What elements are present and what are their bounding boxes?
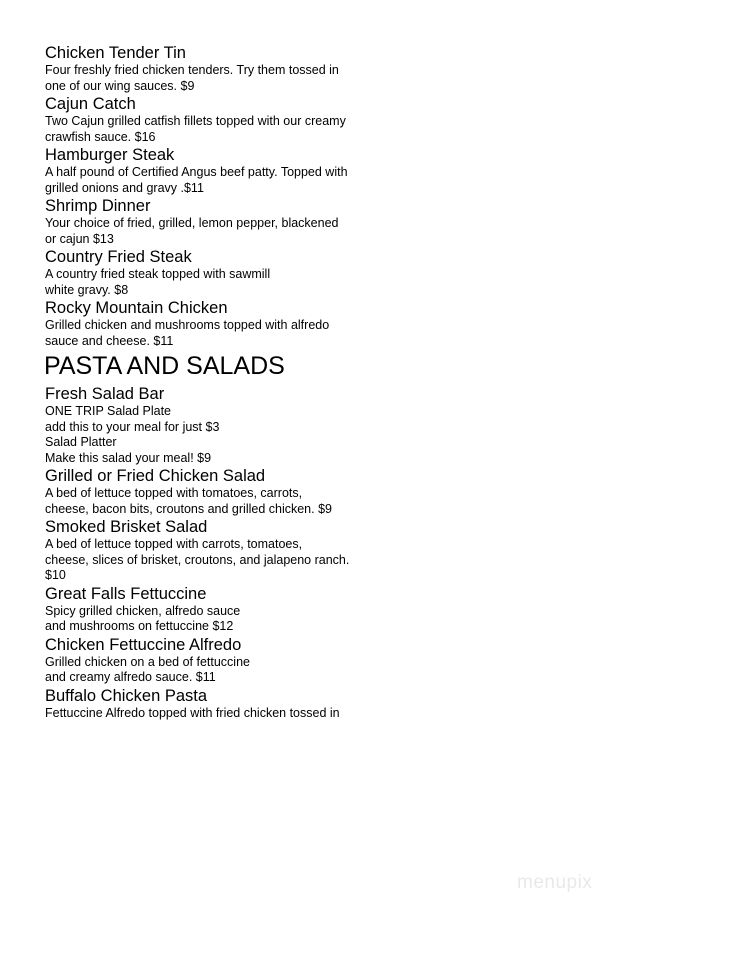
menu-item-description-line: Two Cajun grilled catfish fillets topped with our creamy xyxy=(45,114,346,128)
menu-item xyxy=(45,686,385,722)
menu-item-description-line: Four freshly fried chicken tenders. Try them tossed in xyxy=(45,63,339,77)
menu-item-description-line: or cajun $13 xyxy=(45,231,114,246)
menu-item-title: Chicken Fettuccine Alfredo xyxy=(45,635,242,654)
menu-item-description-line: sauce and cheese. $11 xyxy=(45,333,174,348)
menu-item-title: Hamburger Steak xyxy=(45,146,175,164)
menu-item-description-line: and creamy alfredo sauce. $11 xyxy=(45,670,216,684)
menu-page xyxy=(45,43,385,721)
menu-item xyxy=(45,145,385,196)
menu-item-description-line: A bed of lettuce topped with carrots, tomatoes, xyxy=(45,537,303,551)
menupix-watermark: menupix xyxy=(517,872,593,893)
menu-item-description-line: A half pound of Certified Angus beef patty. Topped with xyxy=(45,165,348,179)
menu-item-description-line: grilled onions and gravy .$11 xyxy=(45,180,204,195)
menu-item-description-line: one of our wing sauces. $9 xyxy=(45,78,195,93)
menu-item-description-line: $10 xyxy=(45,568,66,582)
menu-item-description-line: cheese, bacon bits, croutons and grilled chicken. $9 xyxy=(45,501,332,516)
menu-items-entrees xyxy=(45,43,385,349)
menu-item xyxy=(45,466,385,517)
menu-item-title: Grilled or Fried Chicken Salad xyxy=(45,467,266,485)
menu-item xyxy=(45,384,385,466)
menu-item-title: Rocky Mountain Chicken xyxy=(45,299,228,317)
menu-item xyxy=(45,298,385,349)
menu-item xyxy=(45,94,385,145)
menu-items-pasta-and-salads xyxy=(45,384,385,721)
menu-item-title: Fresh Salad Bar xyxy=(45,385,165,403)
menu-item-description-line: crawfish sauce. $16 xyxy=(45,129,156,144)
menu-item xyxy=(45,584,385,635)
menu-item-description-line: Spicy grilled chicken, alfredo sauce xyxy=(45,603,241,618)
menu-item xyxy=(45,196,385,247)
menu-item-title: Shrimp Dinner xyxy=(45,197,151,215)
menu-item xyxy=(45,635,385,686)
menu-item-description-line: A bed of lettuce topped with tomatoes, carrots, xyxy=(45,486,303,500)
menu-item-title: Country Fried Steak xyxy=(45,248,192,266)
menu-item-description-line: Grilled chicken and mushrooms topped with alfredo xyxy=(45,318,330,332)
menu-item-description-line: and mushrooms on fettuccine $12 xyxy=(45,619,234,633)
menu-item-title: Cajun Catch xyxy=(45,95,136,113)
menu-item-description-line: ONE TRIP Salad Plate xyxy=(45,404,171,418)
menu-item xyxy=(45,247,385,298)
menu-item-description-line: Make this salad your meal! $9 xyxy=(45,450,212,465)
menu-item-description-line: Fettuccine Alfredo topped with fried chicken tossed in xyxy=(45,705,340,720)
menu-item-title: Buffalo Chicken Pasta xyxy=(45,686,208,705)
section-heading-pasta-and-salads: PASTA AND SALADS xyxy=(44,352,285,380)
menu-item-title: Smoked Brisket Salad xyxy=(45,518,208,536)
menu-item-description-line: cheese, slices of brisket, croutons, and jalapeno ranch. xyxy=(45,552,350,567)
menu-item-description-line: Grilled chicken on a bed of fettuccine xyxy=(45,654,250,669)
menu-item-description-line: A country fried steak topped with sawmill xyxy=(45,267,271,281)
menu-item xyxy=(45,517,385,584)
menu-item-description-line: white gravy. $8 xyxy=(45,282,129,297)
menu-item xyxy=(45,43,385,94)
menu-item-title: Chicken Tender Tin xyxy=(45,44,186,62)
menu-item-title: Great Falls Fettuccine xyxy=(45,584,207,603)
menu-item-description-line: add this to your meal for just $3 xyxy=(45,419,220,434)
menu-item-description-line: Your choice of fried, grilled, lemon pepper, blackened xyxy=(45,216,339,230)
menu-item-description-line: Salad Platter xyxy=(45,435,117,449)
